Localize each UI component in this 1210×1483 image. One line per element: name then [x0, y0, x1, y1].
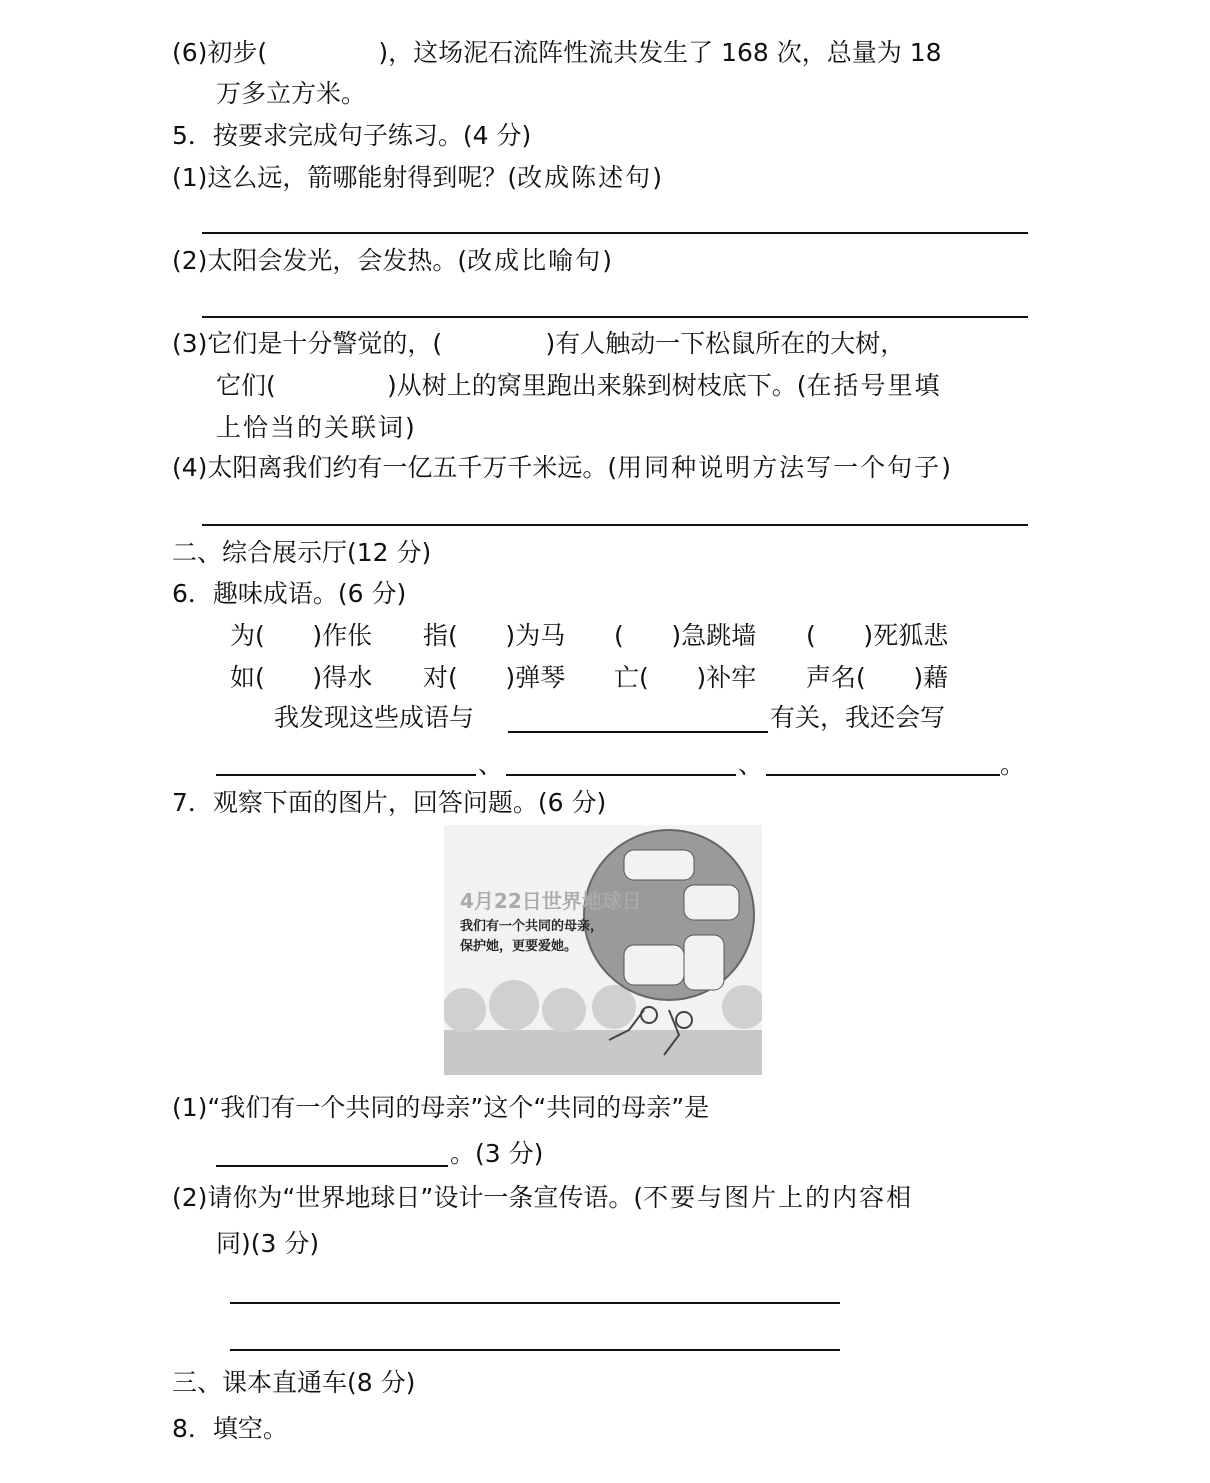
- earth-day-image: [444, 825, 762, 1075]
- sep: 、: [478, 750, 504, 779]
- q5-s4-text: (4)太阳离我们约有一亿五千万千米远。(: [172, 453, 618, 482]
- q5-s4: [172, 453, 951, 483]
- end-mark: 。: [1000, 750, 1026, 779]
- section2-title: 二、综合展示厅(12 分): [172, 538, 432, 567]
- idiom-2: 指( )为马: [423, 621, 566, 650]
- q7-s2-line2: 同)(3 分): [216, 1229, 320, 1258]
- idiom-8: 声名( )藉: [806, 663, 949, 692]
- q5-s2: [172, 246, 612, 276]
- q7-s2: [172, 1183, 913, 1213]
- answer-line-7-2b[interactable]: [230, 1349, 840, 1351]
- q6-find-a: 我发现这些成语与: [274, 703, 475, 732]
- idiom-6: 对( )弹琴: [423, 663, 566, 692]
- paren: ): [405, 413, 415, 442]
- q5-s3-line1: (3)它们是十分警觉的，( )有人触动一下松鼠所在的大树，: [172, 329, 906, 358]
- answer-line-6-a[interactable]: [508, 731, 768, 733]
- q7-s1: (1)“我们有一个共同的母亲”这个“共同的母亲”是: [172, 1093, 710, 1122]
- q6-find-b: 有关，我还会写: [770, 703, 946, 732]
- idiom-3: ( )急跳墙: [614, 621, 757, 650]
- paren: ): [602, 246, 612, 275]
- q5-s1-text: (1)这么远，箭哪能射得到呢？(: [172, 163, 518, 192]
- q7-s1-end: 。(3 分): [450, 1139, 544, 1168]
- image-caption: 我们有一个共同的母亲， 保护她，更要爱她。: [460, 919, 604, 954]
- section3-title: 三、课本直通车(8 分): [172, 1368, 416, 1397]
- q5-s1: [172, 163, 662, 193]
- q6-title: 6．趣味成语。(6 分): [172, 579, 407, 608]
- answer-line-6-b[interactable]: [216, 774, 476, 776]
- q5-s2-text: (2)太阳会发光，会发热。(: [172, 246, 468, 275]
- q5-s1-hint: 改成陈述句: [517, 163, 653, 192]
- answer-line-6-d[interactable]: [766, 774, 1000, 776]
- idiom-7: 亡( )补牢: [614, 663, 757, 692]
- q7-s2-text: (2)请你为“世界地球日”设计一条宣传语。(: [172, 1183, 644, 1212]
- q5-s3-line2: [216, 371, 942, 401]
- q5-s4-hint: 用同种说明方法写一个句子: [617, 453, 942, 482]
- answer-line-5-1[interactable]: [202, 232, 1028, 234]
- q7-s2-hint: 不要与图片上的内容相: [643, 1183, 914, 1212]
- q5-title: 5．按要求完成句子练习。(4 分): [172, 121, 532, 150]
- q5-s3-hint: 在括号里填: [806, 371, 942, 400]
- sep: 、: [738, 750, 764, 779]
- image-title: 4月22日世界地球日: [460, 889, 642, 913]
- idiom-4: ( )死狐悲: [806, 621, 949, 650]
- q8-title: 8．填空。: [172, 1414, 288, 1443]
- q5-s3-text: 它们( )从树上的窝里跑出来躲到树枝底下。(: [216, 371, 807, 400]
- answer-line-6-c[interactable]: [506, 774, 736, 776]
- q7-title: 7．观察下面的图片，回答问题。(6 分): [172, 788, 607, 817]
- q4-6-line2: 万多立方米。: [216, 79, 367, 108]
- paren: ): [941, 453, 951, 482]
- q4-6-line1: (6)初步( )，这场泥石流阵性流共发生了 168 次，总量为 18: [172, 38, 942, 67]
- answer-line-5-2[interactable]: [202, 316, 1028, 318]
- paren: ): [652, 163, 662, 192]
- q5-s2-hint: 改成比喻句: [467, 246, 603, 275]
- idiom-1: 为( )作伥: [230, 621, 373, 650]
- q5-s3-line3: [216, 413, 415, 443]
- idiom-5: 如( )得水: [230, 663, 373, 692]
- answer-line-7-1[interactable]: [216, 1165, 448, 1167]
- answer-line-7-2a[interactable]: [230, 1302, 840, 1304]
- answer-line-5-4[interactable]: [202, 524, 1028, 526]
- q5-s3-hint2: 上恰当的关联词: [216, 413, 406, 442]
